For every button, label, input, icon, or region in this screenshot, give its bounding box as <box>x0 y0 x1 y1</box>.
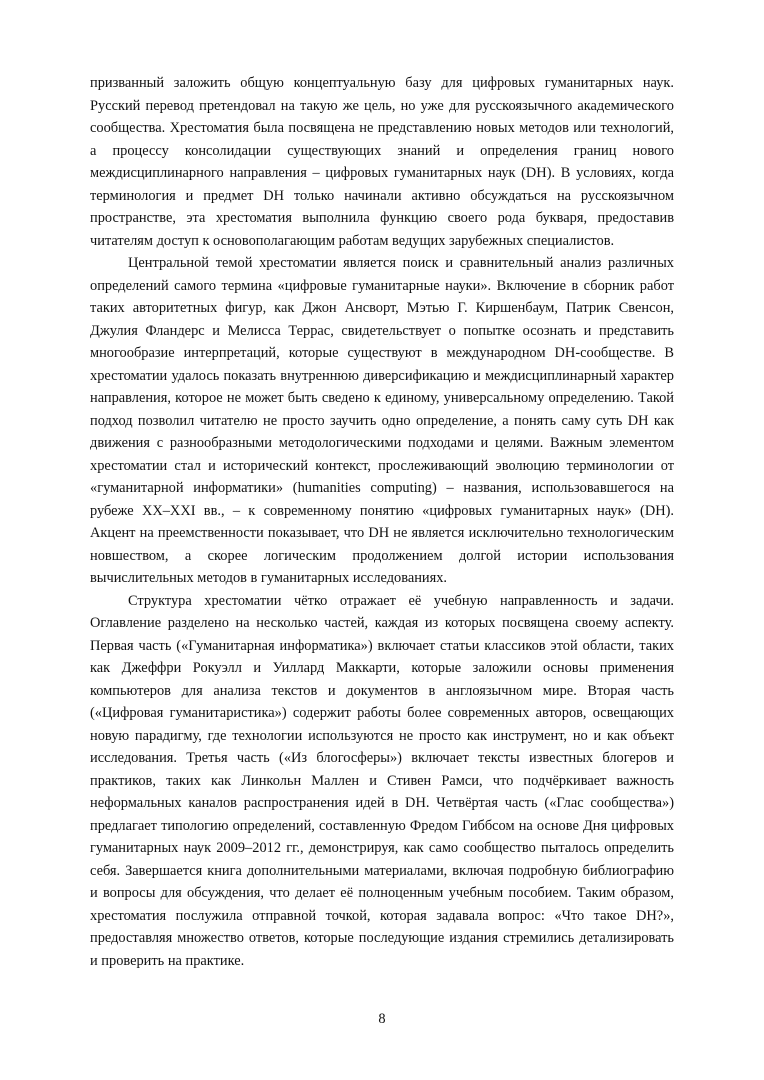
paragraph-3: Структура хрестоматии чётко отражает её учебную направленность и задачи. Оглавление разделено на несколько частей, каждая из которых посвящена своему аспекту. Первая часть («Гуманитарная информатика») включает статьи классиков этой области, таких как Джеффри Рокуэлл и Уиллард Маккарти, которые заложили основы применения компьютеров для анализа текстов и документов в англоязычном мире. Вторая часть («Цифровая гуманитаристика») содержит работы более современных авторов, освещающих новую парадигму, где технологии используются не просто как инструмент, но и как объект исследования. Третья часть («Из блогосферы») включает тексты известных блогеров и практиков, таких как Линкольн Маллен и Стивен Рамси, что подчёркивает важность неформальных каналов распространения идей в DH. Четвёртая часть («Глас сообщества») предлагает типологию определений, составленную Фредом Гиббсом на основе Дня цифровых гуманитарных наук 2009–2012 гг., демонстрируя, как само сообщество пыталось определить себя. Завершается книга дополнительными материалами, включая подробную библиографию и вопросы для обсуждения, что делает её полноценным учебным пособием. Таким образом, хрестоматия послужила отправной точкой, которая задавала вопрос: «Что такое DH?», предоставляя множество ответов, которые последующие издания стремились детализировать и проверить на практике. <box>90 592 674 969</box>
paragraph-2: Центральной темой хрестоматии является поиск и сравнительный анализ различных определений самого термина «цифровые гуманитарные науки». Включение в сборник работ таких авторитетных фигур, как Джон Ансворт, Мэтью Г. Киршенбаум, Патрик Свенсон, Джулия Фландерс и Мелисса Террас, свидетельствует о попытке осознать и представить многообразие интерпретаций, которые существуют в международном DH-сообществе. В хрестоматии удалось показать внутреннюю диверсификацию и междисциплинарный характер направления, которое не может быть сведено к единому, универсальному определению. Такой подход позволил читателю не просто заучить одно определение, а понять саму суть DH как движения с разнообразными методологическими подходами и целями. Важным элементом хрестоматии стал и исторический контекст, прослеживающий эволюцию терминологии от «гуманитарной информатики» (humanities computing) – названия, использовавшегося на рубеже XX–XXI вв., – к современному понятию «цифровых гуманитарных наук» (DH). Акцент на преемственности показывает, что DH не является исключительно технологическим новшеством, а скорее логическим продолжением долгой истории использования вычислительных методов в гуманитарных исследованиях. <box>90 255 674 586</box>
body-text <box>90 72 674 972</box>
page-number: 8 <box>378 1011 386 1027</box>
paragraph-1: призванный заложить общую концептуальную базу для цифровых гуманитарных наук. Русский перевод претендовал на такую же цель, но уже для русскоязычного академического сообщества. Хрестоматия была посвящена не представлению новых методов или технологий, а процессу консолидации существующих знаний и определения границ нового междисциплинарного направления – цифровых гуманитарных наук (DH). В условиях, когда терминология и предмет DH только начинали активно обсуждаться на русскоязычном пространстве, эта хрестоматия выполнила функцию своего рода букваря, предоставив читателям доступ к основополагающим работам ведущих зарубежных специалистов. <box>90 75 674 249</box>
